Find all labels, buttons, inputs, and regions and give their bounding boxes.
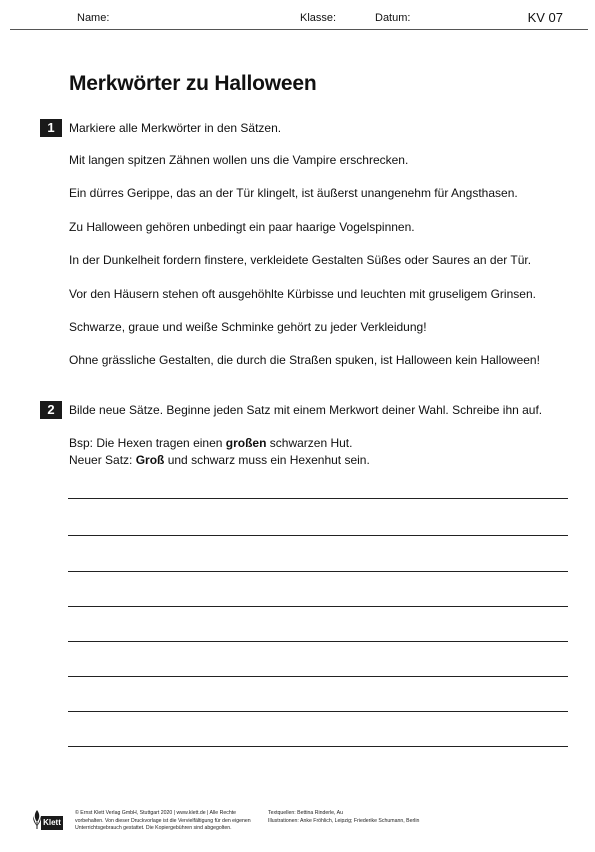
writing-line-7[interactable] bbox=[68, 711, 568, 712]
credits: Textquellen: Bettina Rinderle, Au Illustrationen: Anke Fröhlich, Leipzig; Friederike Schumann, Berlin bbox=[268, 810, 420, 824]
worksheet-code: KV 07 bbox=[527, 10, 563, 25]
sentence-7: Ohne grässliche Gestalten, die durch die Straßen spuken, ist Halloween kein Halloween! bbox=[69, 353, 540, 367]
writing-line-5[interactable] bbox=[68, 641, 568, 642]
writing-line-3[interactable] bbox=[68, 571, 568, 572]
class-label: Klasse: bbox=[300, 12, 337, 24]
task-1-number: 1 bbox=[40, 119, 62, 137]
example-sentence: Bsp: Die Hexen tragen einen großen schwarzen Hut. bbox=[69, 436, 353, 450]
writing-line-4[interactable] bbox=[68, 606, 568, 607]
writing-line-2[interactable] bbox=[68, 535, 568, 536]
sentence-1: Mit langen spitzen Zähnen wollen uns die Vampire erschrecken. bbox=[69, 153, 409, 167]
header-divider bbox=[10, 29, 588, 30]
sentence-3: Zu Halloween gehören unbedingt ein paar haarige Vogelspinnen. bbox=[69, 220, 415, 234]
date-label: Datum: bbox=[375, 12, 411, 24]
writing-line-1[interactable] bbox=[68, 498, 568, 499]
writing-line-6[interactable] bbox=[68, 676, 568, 677]
klett-logo-text: Klett bbox=[41, 816, 63, 830]
klett-logo bbox=[32, 808, 62, 830]
new-sentence-bold-word: Groß bbox=[135, 453, 165, 467]
copyright-notice: © Ernst Klett Verlag GmbH, Stuttgart 2020 | www.klett.de | Alle Rechte vorbehalten. Von dieser Druckvorlage ist die Vervielfältigung für den eigenen Unterrichtsgebrauch gestattet. Die Kopiergebühren sind abgegolten. bbox=[75, 810, 251, 831]
sentence-2: Ein dürres Gerippe, das an der Tür klingelt, ist äußerst unangenehm für Angsthasen. bbox=[69, 186, 518, 200]
name-label: Name: bbox=[77, 12, 110, 24]
new-sentence: Neuer Satz: Groß und schwarz muss ein Hexenhut sein. bbox=[69, 453, 370, 467]
sentence-6: Schwarze, graue und weiße Schminke gehört zu jeder Verkleidung! bbox=[69, 320, 427, 334]
sentence-4: In der Dunkelheit fordern finstere, verkleidete Gestalten Süßes oder Saures an der Tür. bbox=[69, 253, 532, 267]
task-2-instruction: Bilde neue Sätze. Beginne jeden Satz mit einem Merkwort deiner Wahl. Schreibe ihn auf. bbox=[69, 403, 543, 417]
page-title: Merkwörter zu Halloween bbox=[69, 72, 317, 95]
task-2-number: 2 bbox=[40, 401, 62, 419]
sentence-5: Vor den Häusern stehen oft ausgehöhlte Kürbisse und leuchten mit gruseligem Grinsen. bbox=[69, 287, 536, 301]
task-1-instruction: Markiere alle Merkwörter in den Sätzen. bbox=[69, 121, 282, 135]
example-bold-word: großen bbox=[225, 436, 267, 450]
writing-line-8[interactable] bbox=[68, 746, 568, 747]
